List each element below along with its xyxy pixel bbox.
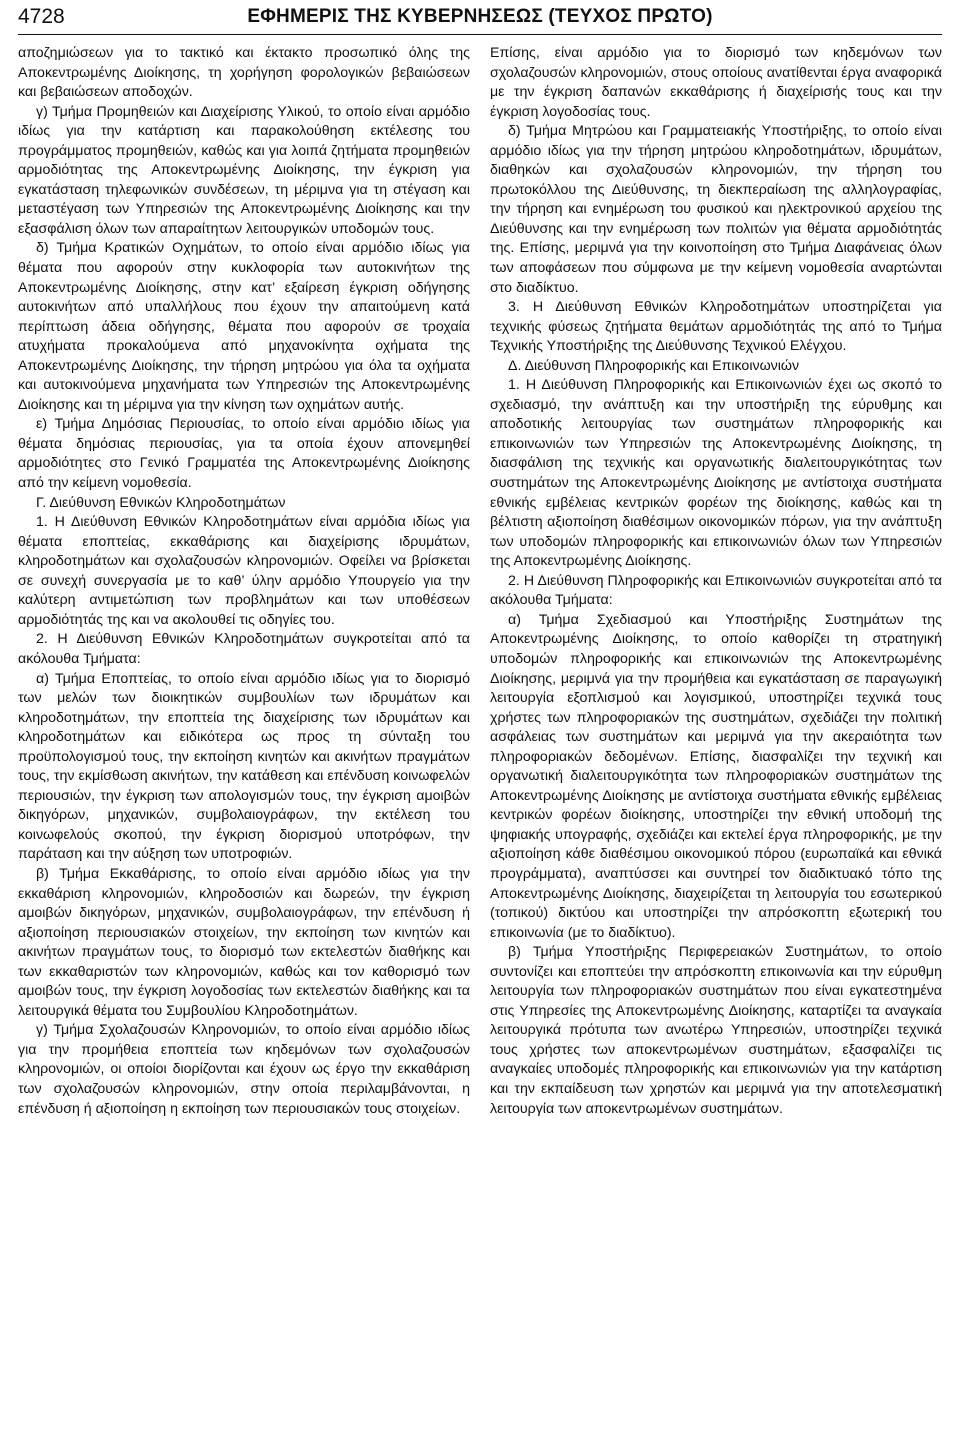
section-heading: Δ. Διεύθυνση Πληροφορικής και Επικοινωνιών xyxy=(508,357,800,374)
paragraph: γ) Τμήμα Σχολαζουσών Κληρονομιών, το οποίο είναι αρμόδιο ιδίως για την προμήθεια εποπτεία των κηδεμόνων των σχολαζουσών κληρονομιών, οι οποίοι διορίζονται και έχουν ως έργο την εκκαθάριση των σχολαζουσών κληρονομιών, στην οποία περιλαμβάνονται, η επένδυση ή αξιοποίηση η εκποίηση των περιουσιακών τους στοιχείων. xyxy=(18,1022,470,1117)
right-column xyxy=(490,44,942,1119)
paragraph: α) Τμήμα Εποπτείας, το οποίο είναι αρμόδιο ιδίως για το διορισμό των μελών των διοικητικών συμβουλίων των ιδρυμάτων και κληροδοτημάτων, την εποπτεία της διαχείρισης των ιδρυμάτων και κληροδοτημάτων και ειδικότερα ως προς τη σύνταξη του προϋπολογισμού τους, την εκποίηση κινητών και ακινήτων πραγμάτων τους, την εκμίσθωση ακινήτων, την κατάθεση και επένδυση κοινωφελών περιουσιών, την έγκριση των απολογισμών τους, την έγκριση αμοιβών δικηγόρων, μηχανικών, συμβολαιογράφων, την εκτέλεση του κοινωφελούς σκοπού, την έγκριση διορισμού υποτρόφων, την παράταση και την αύξηση των υποτροφιών. xyxy=(18,670,470,863)
paragraph: ε) Τμήμα Δημόσιας Περιουσίας, το οποίο είναι αρμόδιο ιδίως για θέματα δημόσιας περιουσίας, για τα οποία έχουν απονεμηθεί αρμοδιότητες στο Γενικό Γραμματέα της Αποκεντρωμένης Διοίκησης από την κείμενη νομοθεσία. xyxy=(18,416,470,492)
paragraph: β) Τμήμα Εκκαθάρισης, το οποίο είναι αρμόδιο ιδίως για την εκκαθάριση κληρονομιών, κληροδοσιών και δωρεών, την έγκριση αμοιβών δικηγόρων, μηχανικών, συμβολαιογράφων, την επένδυση ή αξιοποίηση περιουσιακών στοιχείων, την εκποίηση των κινητών και ακινήτων πραγμάτων τους, το διορισμό των εκτελεστών διαθήκης και των εκκαθαριστών των κληρονομιών, καθώς και τον καθορισμό των αμοιβών τους, την έγκριση λογοδοσίας των εκτελεστών διαθήκης και τα λειτουργικά θέματα του Συμβουλίου Κληροδοτημάτων. xyxy=(18,865,470,1019)
paragraph: 3. Η Διεύθυνση Εθνικών Κληροδοτημάτων υποστηρίζεται για τεχνικής φύσεως ζητήματα θεμάτων αρμοδιότητάς της από το Τμήμα Τεχνικής Υποστήριξης της Διεύθυνσης Τεχνικού Ελέγχου. xyxy=(490,299,942,355)
paragraph: 2. Η Διεύθυνση Πληροφορικής και Επικοινωνιών συγκροτείται από τα ακόλουθα Τμήματα: xyxy=(490,572,942,609)
left-column xyxy=(18,44,470,1119)
paragraph: β) Τμήμα Υποστήριξης Περιφερειακών Συστημάτων, το οποίο συντονίζει και εποπτεύει την απρόσκοπτη επικοινωνία και την εύρυθμη λειτουργία των πληροφοριακών συστημάτων που είναι εγκατεστημένα στις Υπηρεσίες της Αποκεντρωμένης Διοίκησης, καταρτίζει τα αναγκαία λειτουργικά πρότυπα των ανωτέρω Υπηρεσιών, υποστηρίζει τεχνικά τους χρήστες των αποκεντρωμένων συστημάτων, εξασφαλίζει τις αναγκαίες υποδομές πληροφορικής και επικοινωνιών για την κατάρτιση και την εκπαίδευση των χρηστών και μεριμνά για την αποτελεσματική λειτουργία των αποκεντρωμένων συστημάτων. xyxy=(490,944,942,1117)
paragraph: α) Τμήμα Σχεδιασμού και Υποστήριξης Συστημάτων της Αποκεντρωμένης Διοίκησης, το οποίο καθορίζει τη στρατηγική υποδομών πληροφορικής και επικοινωνιών της Αποκεντρωμένης Διοίκησης, μεριμνά για την προμήθεια και εγκατάσταση σε παραγωγική λειτουργία εξοπλισμού και λογισμικού, υποστηρίζει τεχνικά τους χρήστες των πληροφοριακών της συστημάτων, σχεδιάζει την πολιτική ασφάλειας των συστημάτων και μεριμνά για την ακεραιότητα των πληροφοριακών δεδομένων. Επίσης, διασφαλίζει την τεχνική και οργανωτική διαλειτουργικότητα των πληροφοριακών συστημάτων της Αποκεντρωμένης Διοίκησης με αντίστοιχα συστήματα εθνικής εμβέλειας κεντρικών φορέων διοίκησης, υποστηρίζει την εθνική υποδομή της ψηφιακής υπογραφής, σχεδιάζει και εκτελεί έργα πληροφορικής, με την αξιοποίηση κάθε διαθέσιμου οικονομικού πόρου (ευρωπαϊκά και εθνικά προγράμματα), αναπτύσσει και συντηρεί τον διαδικτυακό τόπο της Αποκεντρωμένης Διοίκησης, διαχειρίζεται τη λειτουργία του εσωτερικού (τοπικού) δικτύου και υποστηρίζει την απρόσκοπτη εξωτερική του επικοινωνία (με το διαδίκτυο). xyxy=(490,611,942,941)
page-header xyxy=(18,0,942,35)
section-heading: Γ. Διεύθυνση Εθνικών Κληροδοτημάτων xyxy=(36,494,286,511)
page-number: 4728 xyxy=(18,5,65,28)
paragraph: 1. Η Διεύθυνση Εθνικών Κληροδοτημάτων είναι αρμόδια ιδίως για θέματα εποπτείας, εκκαθάρισης και διαχείρισης ιδρυμάτων, κληροδοτημάτων και σχολαζουσών κληρονομιών. Οφείλει να βρίσκεται σε συνεχή συνεργασία με το καθ’ ύλην αρμόδιο Υπουργείο για την καλύτερη αντιμετώπιση των προβλημάτων και των υποθέσεων αρμοδιότητάς της και να ακολουθεί τις οδηγίες του. xyxy=(18,514,470,628)
paragraph: 1. Η Διεύθυνση Πληροφορικής και Επικοινωνιών έχει ως σκοπό το σχεδιασμό, την ανάπτυξη και την υποστήριξη της εύρυθμης και αποδοτικής λειτουργίας των συστημάτων πληροφορικής και επικοινωνιών των Υπηρεσιών της Αποκεντρωμένης Διοίκησης, τη διασφάλιση της τεχνικής και οργανωτικής διαλειτουργικότητας των συστημάτων της Αποκεντρωμένης Διοίκησης με αντίστοιχα συστήματα εθνικής εμβέλειας κεντρικών φορέων της διοίκησης, καθώς και τη βέλτιστη αξιοποίηση διαθέσιμων οικονομικών πόρων, για την ανάπτυξη των υποδομών πληροφορικής και επικοινωνιών όλων των Υπηρεσιών της Αποκεντρωμένης Διοίκησης. xyxy=(490,377,942,570)
paragraph: Επίσης, είναι αρμόδιο για το διορισμό των κηδεμόνων των σχολαζουσών κληρονομιών, στους οποίους ανατίθενται έργα αναφορικά με την έγκριση δαπανών εκκαθάρισης ή διαχείρισής τους και την έγκριση λογοδοσίας τους. xyxy=(490,45,942,120)
paragraph: γ) Τμήμα Προμηθειών και Διαχείρισης Υλικού, το οποίο είναι αρμόδιο ιδίως για την κατάρτιση και παρακολούθηση εκτέλεσης του προγράμματος προμηθειών, καθώς και για λοιπά ζητήματα προμηθειών αρμοδιότητας της Αποκεντρωμένης Διοίκησης, την έγκριση για εγκατάσταση τηλεφωνικών συνδέσεων, τη μέριμνα για τη στέγαση και μεταστέγαση των Υπηρεσιών της Αποκεντρωμένης Διοίκησης και την εξασφάλιση όλων των απαραίτητων λειτουργικών υποδομών τους. xyxy=(18,103,470,237)
journal-title: ΕΦΗΜΕΡΙΣ ΤΗΣ ΚΥΒΕΡΝΗΣΕΩΣ (ΤΕΥΧΟΣ ΠΡΩΤΟ) xyxy=(247,6,713,27)
paragraph: 2. Η Διεύθυνση Εθνικών Κληροδοτημάτων συγκροτείται από τα ακόλουθα Τμήματα: xyxy=(18,631,470,667)
paragraph: δ) Τμήμα Μητρώου και Γραμματειακής Υποστήριξης, το οποίο είναι αρμόδιο ιδίως για την τήρηση μητρώου κληροδοτημάτων, ιδρυμάτων, διαθηκών και σχολαζουσών κληρονομιών, την τήρηση του πρωτοκόλλου της Διεύθυνσης, τη διεκπεραίωση της αλληλογραφίας, την τήρηση και ενημέρωση του φυσικού και ηλεκτρονικού αρχείου της Διεύθυνσης και την ενημέρωση των πολιτών για θέματα αρμοδιότητάς της. Επίσης, μεριμνά για την κοινοποίηση στο Τμήμα Διαφάνειας όλων των αποφάσεων που σύμφωνα με την κείμενη νομοθεσία αναρτώνται στο διαδίκτυο. xyxy=(490,123,942,296)
paragraph: αποζημιώσεων για το τακτικό και έκτακτο προσωπικό όλης της Αποκεντρωμένης Διοίκησης, τη χορήγηση φορολογικών βεβαιώσεων και βεβαιώσεων αποδοχών. xyxy=(18,45,470,101)
paragraph: δ) Τμήμα Κρατικών Οχημάτων, το οποίο είναι αρμόδιο ιδίως για θέματα που αφορούν στην κυκλοφορία των αυτοκινήτων της Αποκεντρωμένης Διοίκησης, στην κατ’ εξαίρεση έγκριση οδήγησης αυτοκινήτων από υπαλλήλους που έχουν την απαιτούμενη κατά περίπτωση άδεια οδήγησης, θέματα που αφορούν σε τροχαία ατυχήματα προκαλούμενα από μηχανοκίνητα οχήματα της Αποκεντρωμένης Διοίκησης, την τήρηση μητρώου για όλα τα οχήματα και αυτοκινούμενα μηχανήματα των Υπηρεσιών της Αποκεντρωμένης Διοίκησης και τη μέριμνα για την κίνηση των οχημάτων αυτής. xyxy=(18,240,470,413)
